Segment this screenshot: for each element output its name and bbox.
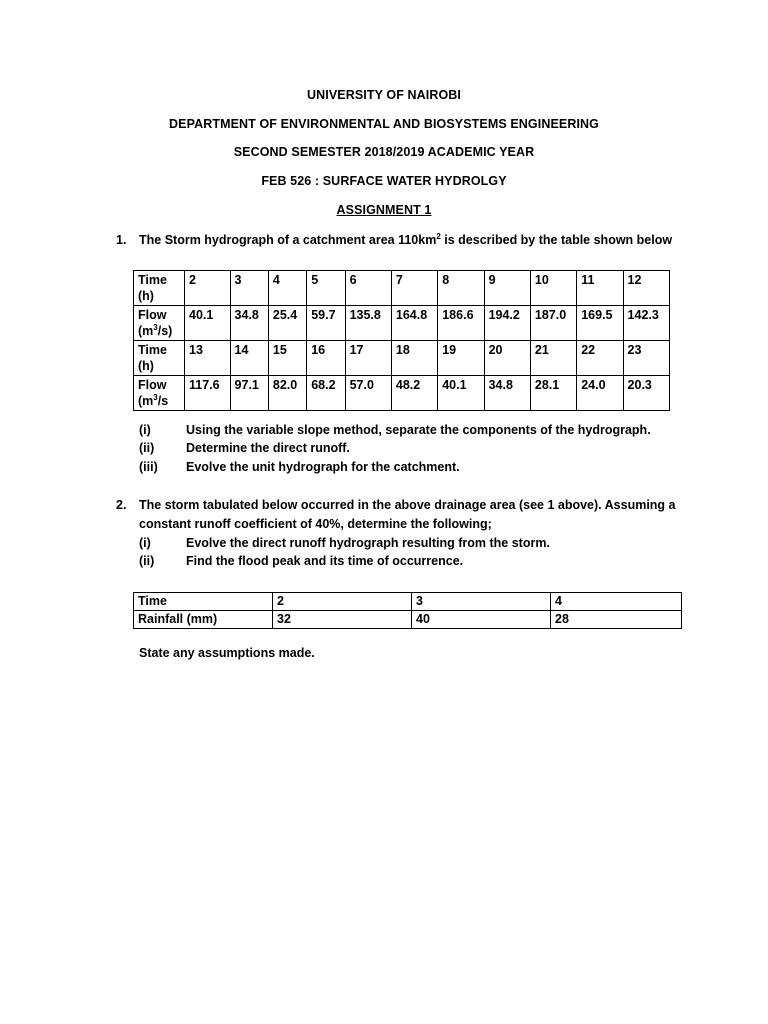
label-line: (h) [138, 289, 154, 303]
subpart-text: Find the flood peak and its time of occurrence. [186, 554, 464, 568]
table-row [134, 306, 670, 341]
label-line: (m [138, 324, 154, 338]
label-line: Time [138, 343, 167, 357]
row-label-time [134, 341, 185, 376]
hydrograph-table [133, 270, 670, 411]
row-label-flow [134, 306, 185, 341]
table-cell: 14 [230, 341, 268, 376]
row-label-flow [134, 376, 185, 411]
table-cell: 135.8 [345, 306, 391, 341]
table-cell: 2 [273, 593, 412, 611]
table-cell: 10 [530, 271, 576, 306]
label-line: (h) [138, 359, 154, 373]
table-cell: 97.1 [230, 376, 268, 411]
table-cell: 9 [484, 271, 530, 306]
table-cell: 28 [551, 611, 682, 629]
table-cell: 8 [438, 271, 484, 306]
table-cell: 164.8 [391, 306, 437, 341]
table-cell: 13 [185, 341, 231, 376]
subpart-number: (ii) [139, 554, 155, 568]
table-cell: 186.6 [438, 306, 484, 341]
table-cell: 17 [345, 341, 391, 376]
table-cell: 82.0 [268, 376, 306, 411]
table-cell: 34.8 [230, 306, 268, 341]
unit-superscript: 3 [153, 322, 158, 332]
semester-title: SECOND SEMESTER 2018/2019 ACADEMIC YEAR [233, 145, 535, 159]
rainfall-table [133, 592, 682, 629]
table-row [134, 271, 670, 306]
table-cell: 12 [623, 271, 669, 306]
question-1-text-end: is described by the table shown below [440, 233, 673, 247]
question-2-number: 2. [116, 498, 127, 512]
table-cell: 4 [268, 271, 306, 306]
table-cell: 3 [412, 593, 551, 611]
assignment-title: ASSIGNMENT 1 [336, 203, 432, 217]
table-row [134, 376, 670, 411]
subpart-number: (ii) [139, 441, 155, 455]
table-cell: 3 [230, 271, 268, 306]
question-1-number: 1. [116, 233, 127, 247]
table-cell: 4 [551, 593, 682, 611]
table-cell: 20.3 [623, 376, 669, 411]
subpart-number: (i) [139, 423, 151, 437]
table-cell: 28.1 [530, 376, 576, 411]
label-line: Flow [138, 308, 167, 322]
label-line: /s) [157, 324, 173, 338]
table-cell: 23 [623, 341, 669, 376]
subpart-number: (iii) [139, 460, 158, 474]
row-label-time [134, 271, 185, 306]
table-cell: Time [134, 593, 273, 611]
course-title: FEB 526 : SURFACE WATER HYDROLGY [261, 174, 507, 188]
table-cell: 20 [484, 341, 530, 376]
table-row [134, 341, 670, 376]
table-cell: 24.0 [577, 376, 623, 411]
table-cell: 19 [438, 341, 484, 376]
table-cell: 2 [185, 271, 231, 306]
table-cell: 117.6 [185, 376, 231, 411]
question-1-text-start: The Storm hydrograph of a catchment area 110km [139, 233, 437, 247]
university-title: UNIVERSITY OF NAIROBI [307, 88, 461, 102]
table-cell: 7 [391, 271, 437, 306]
table-cell: 5 [307, 271, 345, 306]
table-cell: 18 [391, 341, 437, 376]
table-cell: 194.2 [484, 306, 530, 341]
subpart-text: Evolve the direct runoff hydrograph resulting from the storm. [186, 536, 550, 550]
label-line: Time [138, 273, 167, 287]
label-line: (m [138, 394, 154, 408]
table-cell: 32 [273, 611, 412, 629]
table-cell: Rainfall (mm) [134, 611, 273, 629]
table-cell: 187.0 [530, 306, 576, 341]
table-row [134, 611, 682, 629]
department-title: DEPARTMENT OF ENVIRONMENTAL AND BIOSYSTEMS ENGINEERING [169, 117, 599, 131]
unit-superscript: 3 [153, 392, 158, 402]
table-cell: 40.1 [185, 306, 231, 341]
subpart-number: (i) [139, 536, 151, 550]
table-row [134, 593, 682, 611]
question-1-text [139, 233, 672, 247]
table-cell: 15 [268, 341, 306, 376]
table-cell: 57.0 [345, 376, 391, 411]
table-cell: 21 [530, 341, 576, 376]
subpart-text: Determine the direct runoff. [186, 441, 350, 455]
question-1-superscript: 2 [436, 231, 441, 241]
table-cell: 22 [577, 341, 623, 376]
table-cell: 169.5 [577, 306, 623, 341]
table-cell: 40.1 [438, 376, 484, 411]
table-cell: 48.2 [391, 376, 437, 411]
table-cell: 11 [577, 271, 623, 306]
table-cell: 68.2 [307, 376, 345, 411]
question-2-line-1: The storm tabulated below occurred in the above drainage area (see 1 above). Assuming a [139, 498, 676, 512]
subpart-text: Evolve the unit hydrograph for the catchment. [186, 460, 460, 474]
table-cell: 16 [307, 341, 345, 376]
subpart-text: Using the variable slope method, separate the components of the hydrograph. [186, 423, 651, 437]
closing-note: State any assumptions made. [139, 646, 315, 660]
table-cell: 40 [412, 611, 551, 629]
table-cell: 25.4 [268, 306, 306, 341]
table-cell: 34.8 [484, 376, 530, 411]
table-cell: 142.3 [623, 306, 669, 341]
table-cell: 6 [345, 271, 391, 306]
label-line: /s [157, 394, 169, 408]
question-2-line-2: constant runoff coefficient of 40%, determine the following; [139, 517, 492, 531]
table-cell: 59.7 [307, 306, 345, 341]
label-line: Flow [138, 378, 167, 392]
